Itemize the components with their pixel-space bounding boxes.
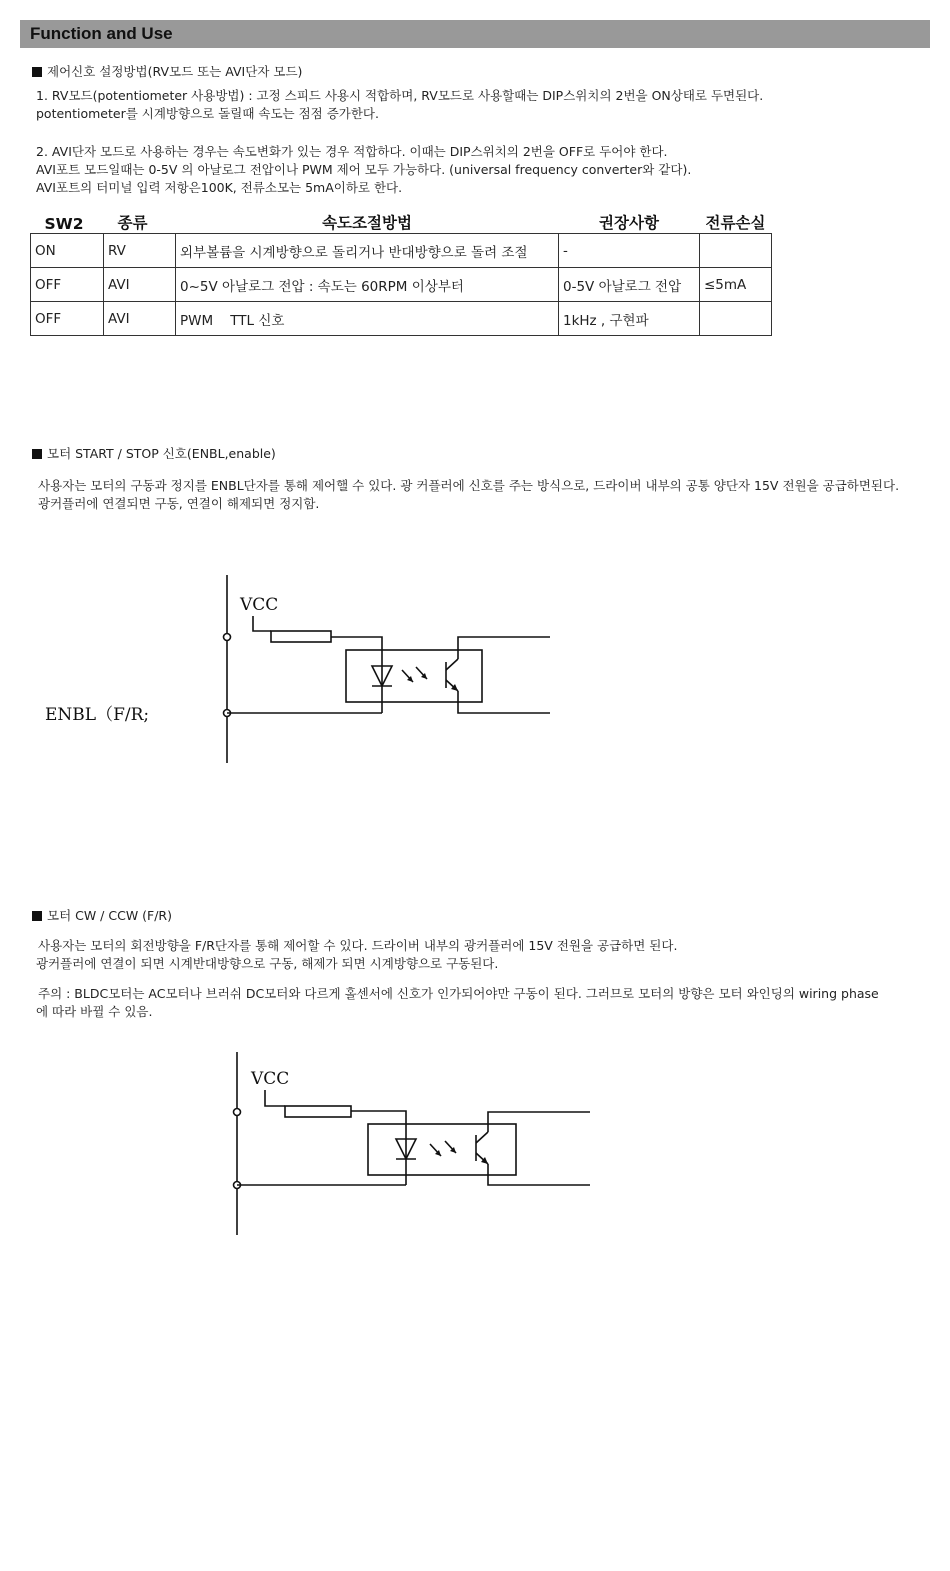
bullet-square-icon bbox=[32, 911, 42, 921]
table-cell: OFF bbox=[31, 302, 104, 336]
table-cell: PWM TTL 신호 bbox=[176, 302, 559, 336]
vcc-wire bbox=[265, 1090, 285, 1106]
page-title: Function and Use bbox=[30, 24, 173, 43]
terminal-node bbox=[224, 634, 231, 641]
vcc-label: VCC bbox=[240, 595, 279, 615]
table-cell bbox=[700, 302, 772, 336]
transistor-collector bbox=[446, 659, 458, 670]
terminal-node bbox=[234, 1109, 241, 1116]
transistor-collector bbox=[476, 1132, 488, 1143]
fr-optocoupler-circuit bbox=[220, 1045, 610, 1245]
table-cell: ON bbox=[31, 234, 104, 268]
section2-line1: 사용자는 모터의 구동과 정지를 ENBL단자를 통해 제어핼 수 있다. 광 커플러에 신호를 주는 방식으로, 드라이버 내부의 공통 양단자 15V 전원을 공급하면된다. bbox=[38, 478, 900, 493]
bullet-square-icon bbox=[32, 67, 42, 77]
section1-line1: 1. RV모드(potentiometer 사용방법) : 고정 스피드 사용시 적합하며, RV모드로 사용할때는 DIP스위치의 2번을 ON상태로 두면된다. bbox=[36, 88, 764, 103]
table-row bbox=[31, 234, 772, 268]
table-cell: OFF bbox=[31, 268, 104, 302]
section2-heading-text: 모터 START / STOP 신호(ENBL,enable) bbox=[47, 446, 276, 461]
section1-line2: potentiometer를 시계방향으로 돌릴때 속도는 점점 증가한다. bbox=[36, 106, 379, 121]
table-header-row bbox=[31, 209, 772, 234]
table-cell: 외부볼륨을 시계방향으로 돌리거나 반대방향으로 돌려 조절 bbox=[176, 234, 559, 268]
table-cell: AVI bbox=[104, 302, 176, 336]
section-header-bar bbox=[20, 20, 930, 48]
section1-heading-text: 제어신호 설정방법(RV모드 또는 AVI단자 모드) bbox=[47, 64, 303, 79]
table-cell bbox=[700, 234, 772, 268]
section3-line2: 광커플러에 연결이 되면 시계반대방향으로 구동, 해제가 되면 시계방향으로 구동된다. bbox=[36, 956, 499, 971]
resistor bbox=[271, 631, 331, 642]
vcc-wire bbox=[253, 616, 271, 631]
table-row bbox=[31, 302, 772, 336]
table-header-sw2: SW2 bbox=[44, 215, 84, 233]
section1-heading bbox=[32, 63, 302, 81]
table-cell: ≤5mA bbox=[700, 268, 772, 302]
output-wire-top bbox=[488, 1112, 590, 1132]
vcc-label: VCC bbox=[251, 1069, 290, 1089]
table-cell: - bbox=[559, 234, 700, 268]
resistor bbox=[285, 1106, 351, 1117]
table-header-method: 속도조절방법 bbox=[322, 214, 412, 232]
enbl-label: ENBL（F/R; bbox=[45, 705, 150, 725]
section1-line3: 2. AVI단자 모드로 사용하는 경우는 속도변화가 있는 경우 적합하다. 이때는 DIP스위치의 2번을 OFF로 두어야 한다. bbox=[36, 144, 668, 159]
table-row bbox=[31, 268, 772, 302]
enbl-optocoupler-circuit bbox=[30, 570, 570, 770]
section2-heading bbox=[32, 445, 276, 463]
section3-line4: 에 따라 바뀔 수 있음. bbox=[36, 1004, 153, 1019]
section1-line5: AVI포트의 터미널 입력 저항은100K, 전류소모는 5mA이하로 한다. bbox=[36, 180, 403, 195]
table-header-recommendation: 권장사항 bbox=[599, 214, 659, 232]
section3-line3: 주의 : BLDC모터는 AC모터나 브러쉬 DC모터와 다르게 홀센서에 신호가 인가되어야만 구동이 된다. 그러므로 모터의 방향은 모터 와인딩의 wiring phase bbox=[38, 986, 879, 1001]
table-cell: 0-5V 아날로그 전압 bbox=[559, 268, 700, 302]
speed-control-table bbox=[30, 209, 772, 336]
table-cell: 0~5V 아날로그 전압 : 속도는 60RPM 이상부터 bbox=[176, 268, 559, 302]
section1-line4: AVI포트 모드일때는 0-5V 의 아날로그 전압이나 PWM 제어 모두 가능하다. (universal frequency converter와 같다). bbox=[36, 162, 692, 177]
output-wire-top bbox=[458, 637, 550, 659]
optocoupler-box bbox=[368, 1124, 516, 1175]
table-cell: AVI bbox=[104, 268, 176, 302]
section3-heading-text: 모터 CW / CCW (F/R) bbox=[47, 908, 172, 923]
section3-line1: 사용자는 모터의 회전방향을 F/R단자를 통해 제어할 수 있다. 드라이버 내부의 광커플러에 15V 전원을 공급하면 된다. bbox=[38, 938, 678, 953]
section2-line2: 광커플러에 연결되면 구동, 연결이 해제되면 정지함. bbox=[38, 496, 320, 511]
table-cell: RV bbox=[104, 234, 176, 268]
table-header-type: 종류 bbox=[117, 214, 148, 232]
bullet-square-icon bbox=[32, 449, 42, 459]
table-cell: 1kHz , 구현파 bbox=[559, 302, 700, 336]
table-header-current-loss: 전류손실 bbox=[705, 214, 766, 232]
led-anode-wire bbox=[351, 1111, 406, 1159]
optocoupler-box bbox=[346, 650, 482, 702]
led-anode-wire bbox=[331, 637, 382, 686]
section3-heading bbox=[32, 907, 172, 925]
